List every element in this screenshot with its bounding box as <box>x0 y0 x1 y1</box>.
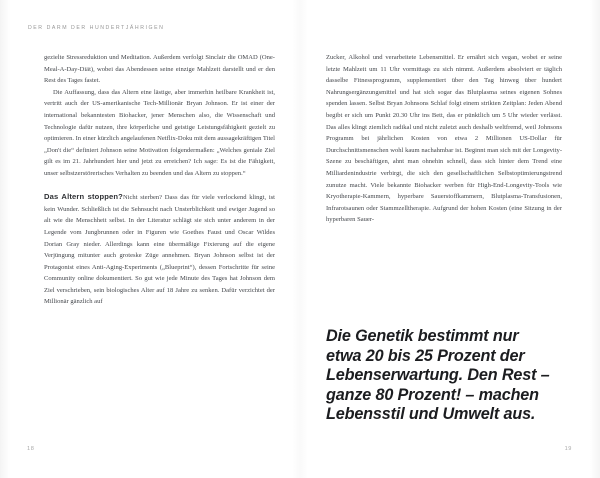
section-body: Nicht sterben? Dass das für viele verlockend klingt, ist kein Wunder. Schließlich ist die Sehnsucht nach Unsterblichkeit und ewiger Jugend so alt wie die Menschheit selbst. In der Literatur schlägt sie sich unter anderem in der Legende vom Jungbrunnen oder in Figuren wie Goethes Faust und Oscar Wildes Dorian Gray nieder. Allerdings kann eine übermäßige Fixierung auf die eigene Verjüngung mitunter auch groteske Züge annehmen. Bryan Johnson selbst ist der Protagonist eines Anti-Aging-Experiments („Blueprint“), dessen Fortschritte für seine Community online dokumentiert. So gut wie jede Minute des Tages hat Johnson dem Ziel verschrieben, sein biologisches Alter auf 18 Jahre zu senken. Dafür verzichtet der Millionär gänzlich auf <box>44 194 276 306</box>
scan-edge-right <box>590 0 600 478</box>
pull-quote: Die Genetik bestimmt nur etwa 20 bis 25 Prozent der Lebenserwartung. Den Rest – ganze 80 Prozent! – machen Lebensstil und Umwelt aus. <box>326 327 550 424</box>
page-number-left: 18 <box>27 446 35 452</box>
paragraph-continuation: gezielte Stressreduktion und Meditation. Außerdem verfolgt Sinclair die OMAD (One-Meal-A-Day-Diät), wobei das Abendessen seine einzige Mahlzeit darstellt und er den Rest des Tages fastet. <box>44 54 275 85</box>
left-page-text-column <box>44 52 275 308</box>
page-gutter <box>292 0 308 478</box>
section-heading: Das Altern stoppen? <box>44 192 123 202</box>
scan-edge-left <box>0 0 10 478</box>
page-number-right: 19 <box>564 446 572 452</box>
running-header: DER DARM DER HUNDERTJÄHRIGEN <box>28 25 165 31</box>
right-page-text-column <box>326 52 562 226</box>
paragraph: Die Auffassung, dass das Altern eine lästige, aber immerhin heilbare Krankheit ist, vertritt auch der US-amerikanische Tech-Millionär Bryan Johnson. Er ist einer der international bekanntesten Biohacker, jener Menschen also, die Wissenschaft und Technologie dafür nutzen, ihre körperliche und geistige Leistungsfähigkeit gezielt zu optimieren. In einer kürzlich angelaufenen Netflix-Doku mit dem aussagekräftigen Titel „Don't die“ definiert Johnson seine Motivation folgendermaßen: „Welches geniale Ziel gilt es im 21. Jahrhundert hier und jetzt zu erreichen? Ich sage: Es ist die Fähigkeit, unser selbstzerstörerisches Verhalten zu beenden und das Altern zu stoppen.“ <box>44 88 275 177</box>
paragraph-continuation: Zucker, Alkohol und verarbeitete Lebensmittel. Er ernährt sich vegan, wobei er seine letzte Mahlzeit um 11 Uhr vormittags zu sich nimmt. Außerdem absolviert er täglich dasselbe Fitnessprogramm, supplementiert über den Tag hinweg über hundert Nahrungsergänzungsmittel und hat sich sogar das Blutplasma seines eigenen Sohnes spenden lassen. Selbst Bryan Johnsons Schlaf folgt einem strikten Zeitplan: Jeden Abend begibt er sich um Punkt 20.30 Uhr ins Bett, das er pünktlich um 5 Uhr wieder verlässt. Das alles klingt ziemlich radikal und nicht zuletzt auch deshalb weltfremd, weil Johnsons Programm bei jährlichen Kosten von etwa 2 Millionen US-Dollar für Durchschnittsmenschen wohl kaum nachahmbar ist. Beginnt man sich mit der Longevity-Szene zu beschäftigen, ahnt man ohnehin schnell, dass sich hinter dem Trend eine Milliardenindustrie verbirgt, die sich den gesellschaftlichen Selbstoptimierungstrend zunutze macht. Viele bekannte Biohacker werben für High-End-Longevity-Tools wie Kryotherapie-Kammern, hyperbare Sauerstoffkammern, Blutplasma-Transfusionen, Infrarotsaunen oder Stammzelltherapie. Aufgrund der hohen Kosten (eine Sitzung in der hyperbaren Sauer- <box>326 54 562 224</box>
section-paragraph <box>44 191 275 308</box>
